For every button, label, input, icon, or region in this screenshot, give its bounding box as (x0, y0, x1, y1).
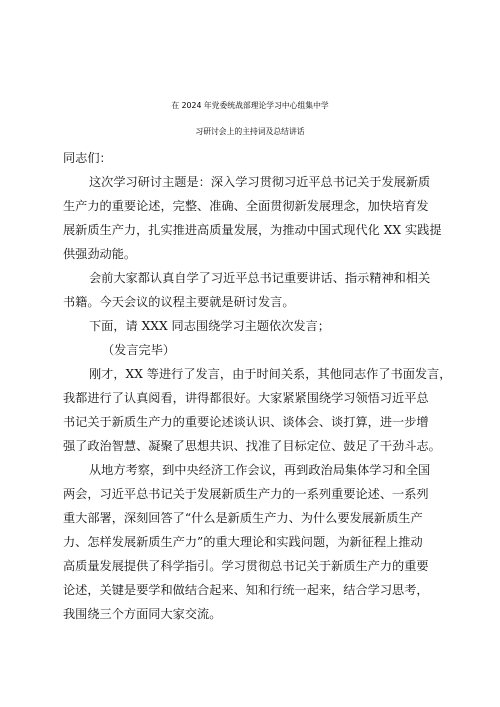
paragraph-line: 供强劲动能。 (63, 247, 137, 261)
paragraph-line: 强了政治智慧、凝聚了思想共识、找准了目标定位、鼓足了干劲斗志。 (63, 439, 441, 453)
paragraph-line: 高质量发展提供了科学指引。学习贯彻总书记关于新质生产力的重要 (63, 559, 429, 573)
paragraph-line: 从地方考察，到中央经济工作会议，再到政治局集体学习和全国 (89, 463, 431, 477)
paragraph-line: 生产力的重要论述，完整、准确、全面贯彻新发展理念，加快培育发 (63, 199, 429, 213)
document-title-line-2: 习研讨会上的主持词及总结讲话 (195, 127, 305, 136)
paragraph-line: 两会，习近平总书记关于发展新质生产力的一系列重要论述、一系列 (63, 487, 429, 501)
paragraph-line: 力、怎样发展新质生产力”的重大理论和实践问题，为新征程上推动 (63, 535, 423, 549)
paragraph-line: 刚才，XX 等进行了发言，由于时间关系，其他同志作了书面发言， (89, 367, 452, 381)
paragraph-line: 这次学习研讨主题是：深入学习贯彻习近平总书记关于发展新质 (89, 175, 431, 189)
paragraph-line: 书记关于新质生产力的重要论述谈认识、谈体会、谈打算，进一步增 (63, 415, 429, 429)
paragraph-line: 会前大家都认真自学了习近平总书记重要讲话、指示精神和相关 (89, 271, 431, 285)
paragraph-line: 重大部署，深刻回答了“什么是新质生产力、为什么要发展新质生产 (63, 511, 423, 525)
paragraph-line: 下面，请 XXX 同志围绕学习主题依次发言； (89, 319, 330, 333)
paragraph-line: 我都进行了认真阅看，讲得都很好。大家紧紧围绕学习领悟习近平总 (63, 391, 429, 405)
paragraph-line: （发言完毕） (102, 343, 176, 357)
paragraph-line: 书籍。今天会议的议程主要就是研讨发言。 (63, 295, 295, 309)
paragraph-line: 展新质生产力，扎实推进高质量发展，为推动中国式现代化 XX 实践提 (63, 223, 442, 237)
paragraph-line: 论述，关键是要学和做结合起来、知和行统一起来，结合学习思考， (63, 583, 429, 597)
document-title-line-1: 在 2024 年党委统战部理论学习中心组集中学 (171, 101, 329, 110)
salutation: 同志们： (63, 151, 112, 165)
paragraph-line: 我围绕三个方面同大家交流。 (63, 607, 222, 621)
